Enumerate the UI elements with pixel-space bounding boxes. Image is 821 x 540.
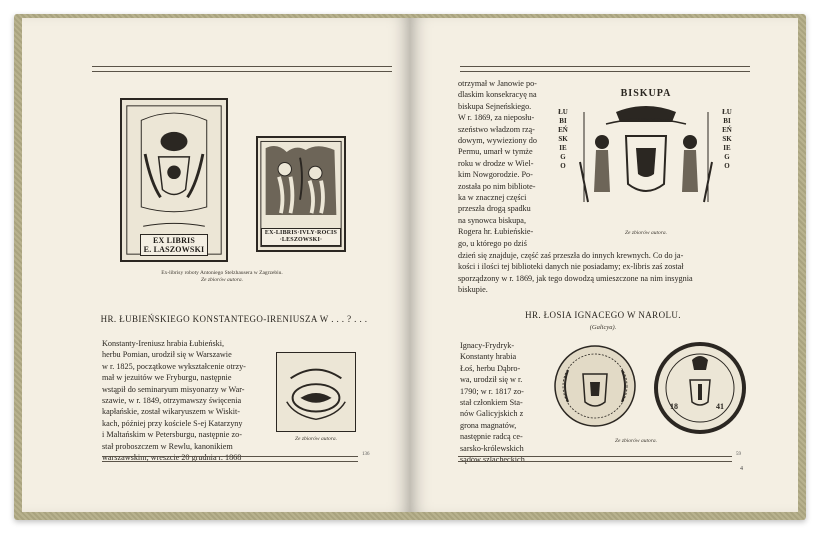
seal-left-icon [550, 340, 640, 436]
bookplate-text: EX LIBRIS E. LASZOWSKI [140, 234, 209, 256]
bishop-bookplate [576, 88, 716, 228]
paragraph-top: otrzymał w Janowie po- dlaskim konsekracyę na biskupa Sejneńskiego. W r. 1869, za nieposłu- szeństwo władzom rzą- dowym, wywieziony do Permu, umarł w tymże roku w drodze w Wiel- kim Nowgorodzie. Po- została po nim bibliote- ka w znacznej części przeszła drogą spadku na synowca biskupa, Rogera hr. Łubieńskie- go, u którego po dziś [458, 79, 537, 248]
bishop-arms-icon [576, 102, 716, 232]
plate-top-label: BISKUPA [620, 88, 672, 99]
bookplate-figures [256, 136, 346, 252]
plate-side-label-right: ŁUBIEŃSKIEGO [722, 108, 732, 170]
section-heading: HR. ŁOSIA IGNACEGO W NAROLU. [525, 310, 681, 320]
small-caption: Ze zbiorów autora. [294, 436, 338, 442]
header-rule [460, 66, 750, 72]
paragraph-bottom: Ignacy-Frydryk- Konstanty hrabia Łoś, herbu Dąbro- wa, urodził się w r. 1790; w r. 1817 zo- stał członkiem Sta- nów Galicyjskich z grona magnatów, następnie radcą ce- sarsko-królewskich sądów szlacheckich [460, 341, 525, 465]
right-page [410, 18, 798, 512]
bookplate-lubienski-small [276, 352, 356, 432]
footer-rule [102, 456, 358, 462]
header-rule [92, 66, 392, 72]
section-subheading: (Galicya). [589, 324, 617, 331]
seal-right-icon [652, 340, 748, 436]
footer-rule [458, 456, 732, 462]
left-page [22, 18, 410, 512]
paragraph-full: dzień się znajduje, część zaś przeszła do innych krewnych. Co do ja- kości i ilości tej biblioteki danych nie posiadamy; ex-libris zaś został sporządzony w r. 1869, jak tego dowodzą umieszczone na nim insygnia biskupie. [458, 251, 693, 295]
seal-caption: Ze zbiorów autora. [614, 438, 658, 444]
bookplate-text: EX-LIBRIS·IVLY·ROCIS ·LESZOWSKI· [261, 228, 341, 246]
seal-year-left: 18 [670, 402, 678, 411]
page-number: 136 [362, 452, 370, 457]
caption-main: Ex-librisy roboty Antoniego Stelzhausera w Zagrzebiu. [161, 270, 283, 276]
crest-icon [277, 353, 355, 431]
page-number: 59 [736, 452, 741, 457]
paragraph: Konstanty-Ireniusz hrabia Łubieński, herbu Pomian, urodził się w Warszawie w r. 1825, początkowe wykształcenie otrzy- mał w jezuitów we Fryburgu, następnie wstąpił do seminaryum misyonarzy w War- szawie, w r. 1849, otrzymawszy święcenia kapłańskie, został wikaryuszem w Wiskit- kach, później przy kościele S-ej Katarzyny i Maltańskim w Petersburgu, następnie zo- stał proboszczem w Rewlu, kanonikiem warszawskim, wreszcie 20 grudnia r. 1868 [102, 339, 246, 463]
seal-right [652, 340, 748, 436]
printer-signature: 4 [740, 466, 743, 472]
section-heading: HR. ŁUBIEŃSKIEGO KONSTANTEGO-IRENIUSZA W . . . ? . . . [100, 314, 368, 324]
figure-caption [102, 270, 342, 285]
bookplate-laszowski [120, 98, 228, 262]
seal-year-right: 41 [716, 402, 724, 411]
plate-caption: Ze zbiorów autora. [624, 230, 668, 236]
caption-source: Ze zbiorów autora. [200, 277, 244, 284]
plate-side-label-left: ŁUBIEŃSKIEGO [558, 108, 568, 170]
